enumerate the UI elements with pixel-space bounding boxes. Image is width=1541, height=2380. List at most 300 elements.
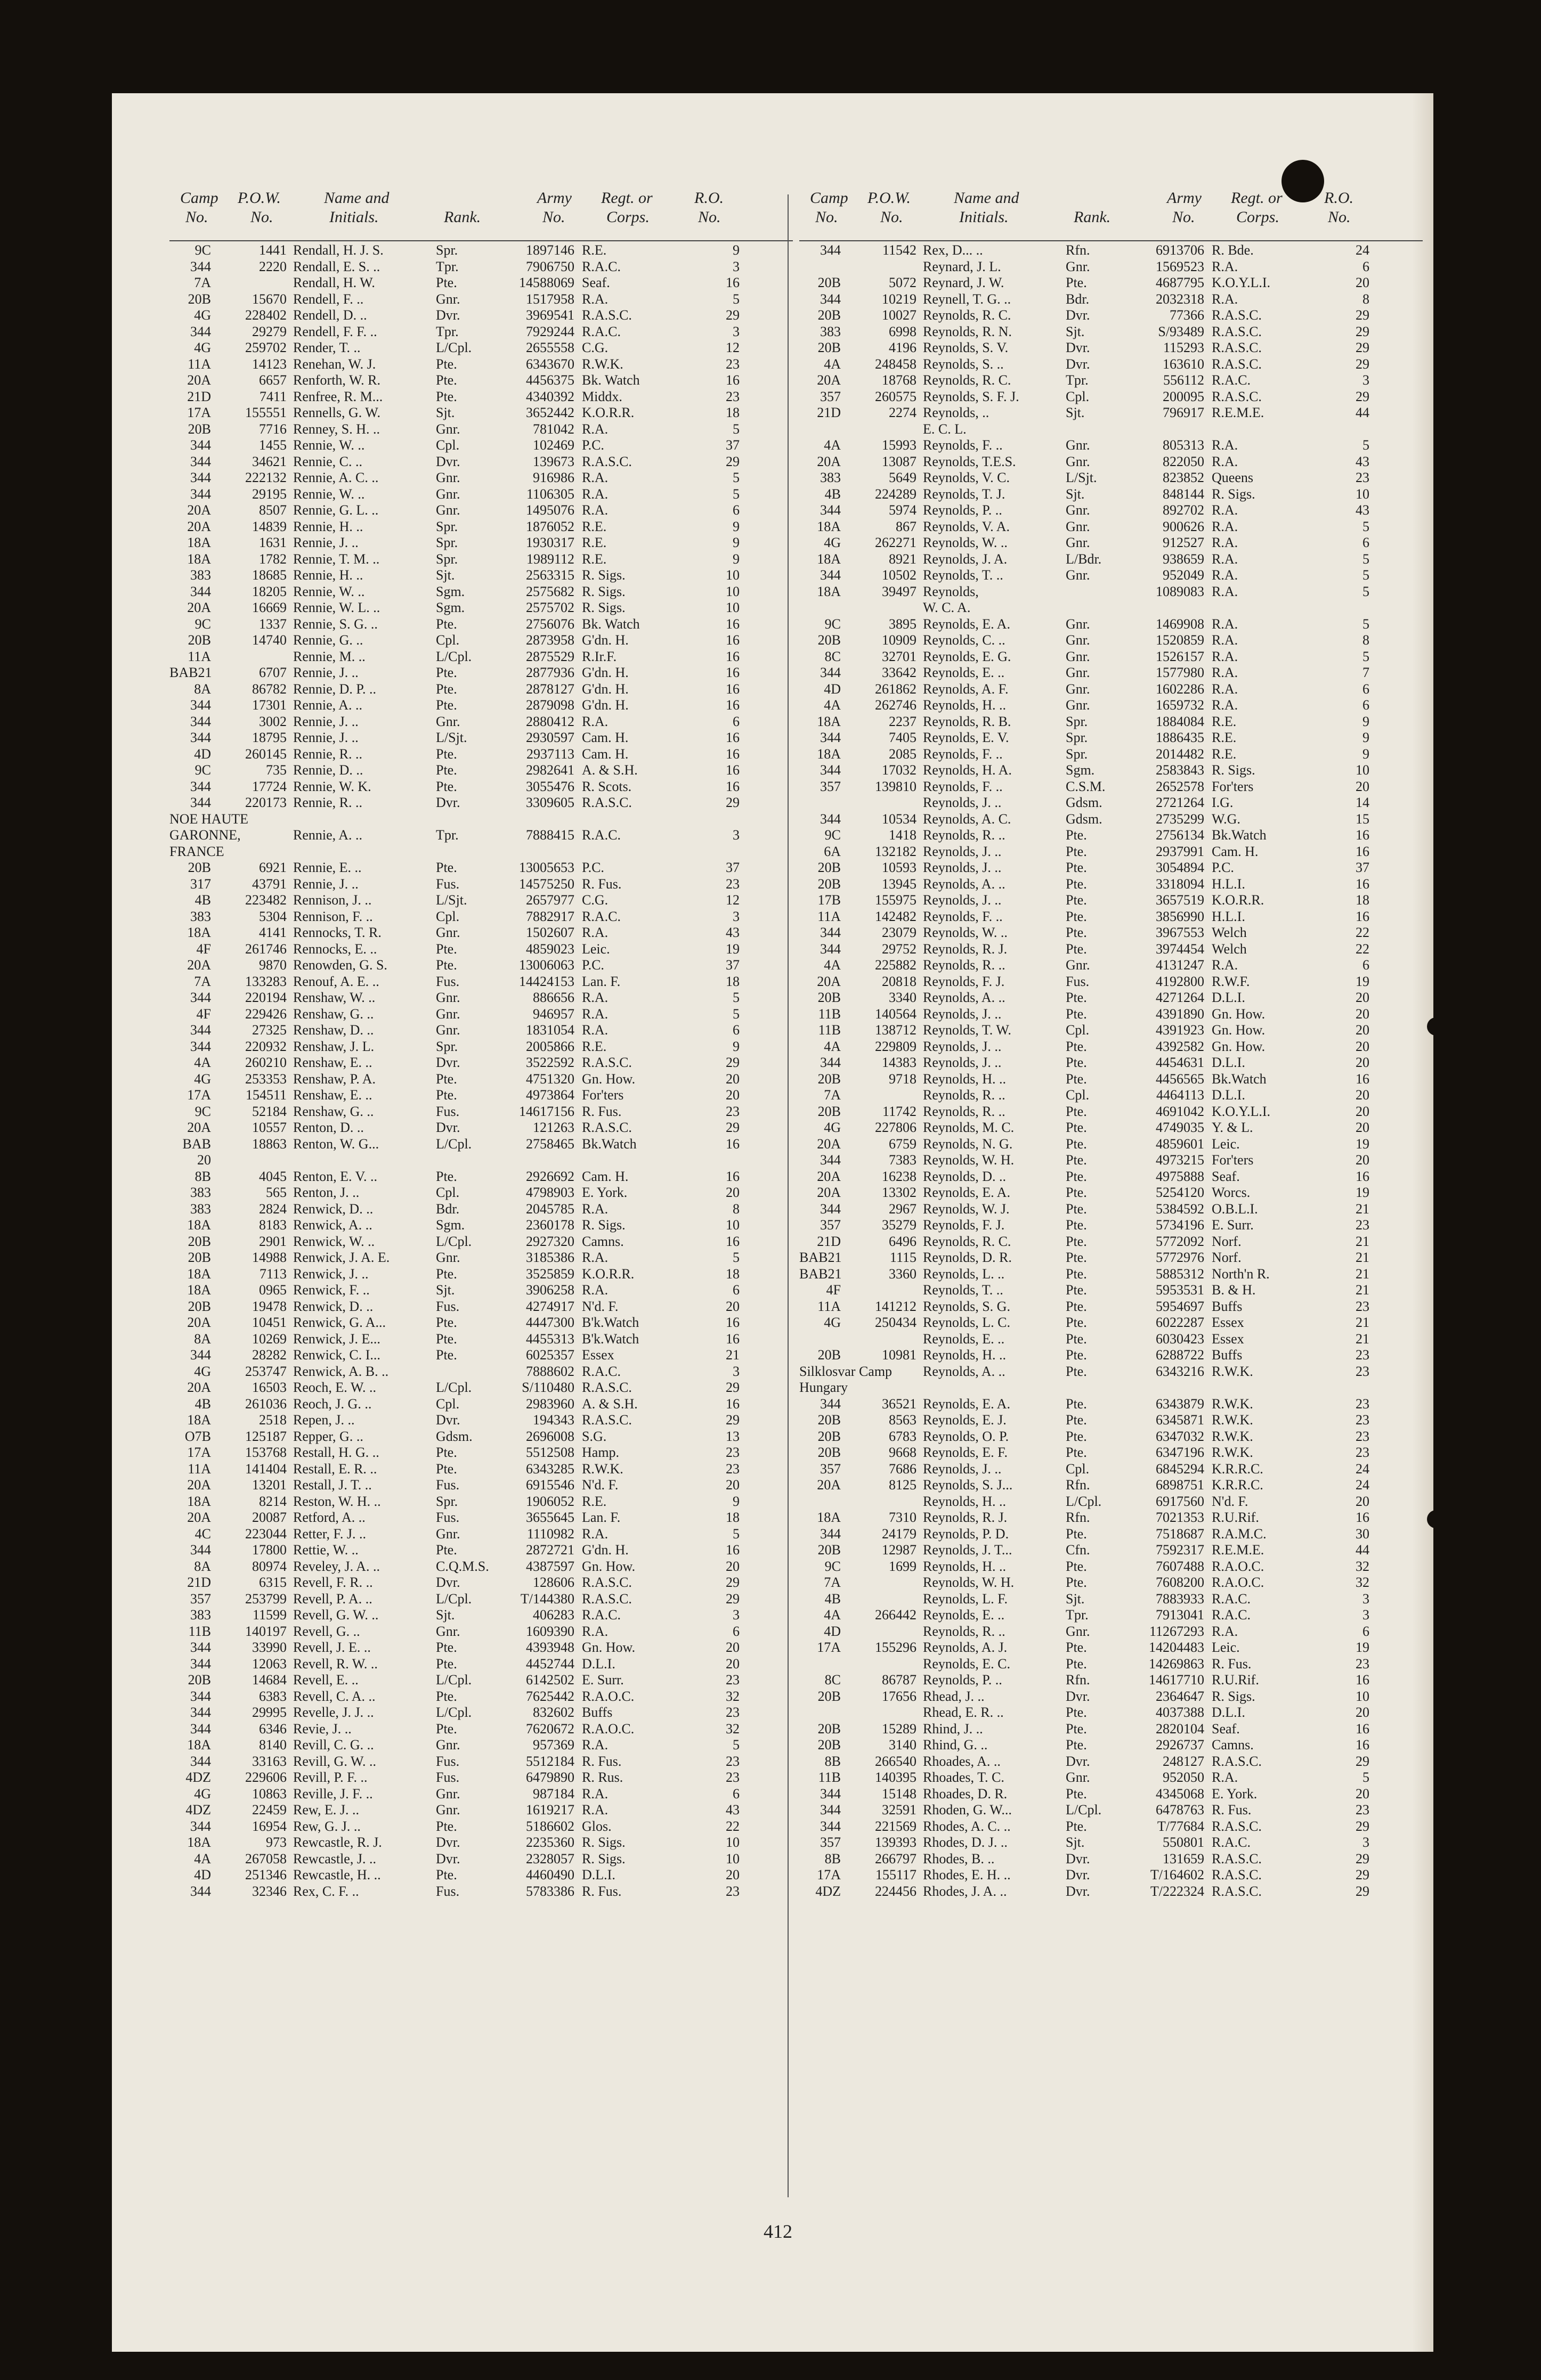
rank: Pte.	[1066, 275, 1087, 290]
ro-no: 43	[726, 925, 740, 940]
header-ro: R.O.	[694, 189, 724, 207]
camp-no: 20A	[187, 1120, 211, 1135]
army-no: 4687795	[1156, 275, 1204, 290]
ro-no: 13	[726, 1428, 740, 1444]
rank: Rfn.	[1066, 1672, 1090, 1688]
army-no: 248127	[1163, 1753, 1204, 1769]
register-row	[169, 974, 793, 990]
register-row	[169, 697, 793, 714]
ro-no: 18	[726, 1266, 740, 1282]
ro-no: 29	[726, 307, 740, 323]
name-initials: Reynolds, F. ..	[923, 746, 1003, 762]
pow-no: 7716	[259, 421, 287, 437]
header-corps: Corps.	[1236, 208, 1279, 226]
pow-no: 8140	[259, 1737, 287, 1753]
army-no: 5772092	[1156, 1233, 1204, 1249]
register-row	[799, 941, 1423, 958]
rank: Spr.	[436, 1038, 458, 1054]
name-initials: Reynolds, J. ..	[923, 843, 1002, 859]
camp-no: 344	[190, 990, 211, 1005]
name-initials: Reynolds, C. ..	[923, 632, 1005, 648]
header-name: Name and	[324, 189, 390, 207]
register-row	[169, 990, 793, 1006]
pow-no: 18685	[252, 567, 287, 583]
register-row	[799, 844, 1423, 860]
ro-no: 29	[1356, 340, 1369, 355]
register-row	[169, 957, 793, 974]
name-initials: Rennie, E. ..	[293, 860, 362, 875]
army-no: 6343879	[1156, 1396, 1204, 1412]
camp-no: 9C	[194, 616, 211, 632]
ro-no: 24	[1356, 242, 1369, 258]
camp-no: 344	[190, 1721, 211, 1737]
regt-corps: Norf.	[1212, 1233, 1242, 1249]
camp-no: 344	[820, 1201, 841, 1217]
ro-no: 3	[1362, 1591, 1369, 1607]
camp-no: 20B	[817, 860, 841, 875]
name-initials: Rendall, H. J. S.	[293, 242, 384, 258]
pow-no: 80974	[252, 1558, 287, 1574]
camp-no: 20A	[817, 1136, 841, 1152]
name-initials: Renehan, W. J.	[293, 356, 376, 372]
name-initials: Retter, F. J. ..	[293, 1526, 366, 1542]
pow-no: 13201	[252, 1477, 287, 1493]
regt-corps: R.A.	[1212, 583, 1238, 599]
army-no: 2983960	[526, 1396, 574, 1412]
regt-corps: Gn. How.	[582, 1640, 636, 1655]
camp-no: 20A	[187, 1477, 211, 1493]
rank: Pte.	[436, 1640, 457, 1655]
regt-corps: R.E.	[582, 242, 607, 258]
register-row	[169, 1477, 793, 1494]
camp-no: 7A	[194, 973, 211, 989]
register-row	[169, 1396, 793, 1413]
ro-no: 16	[1356, 1672, 1369, 1688]
rank: Pte.	[1066, 1331, 1087, 1347]
regt-corps: Gn. How.	[1212, 1038, 1266, 1054]
ro-no: 16	[726, 778, 740, 794]
army-no: 2655558	[526, 340, 574, 355]
ro-no: 23	[726, 1445, 740, 1460]
rank: L/Cpl.	[1066, 1802, 1102, 1817]
name-initials: Rennie, W. K.	[293, 778, 371, 794]
register-row	[799, 1770, 1423, 1786]
ro-no: 10	[726, 1835, 740, 1850]
regt-corps: Glos.	[582, 1818, 612, 1834]
army-no: 2927320	[526, 1233, 574, 1249]
army-no: 6347032	[1156, 1428, 1204, 1444]
punch-hole-low	[1427, 1510, 1433, 1528]
register-row	[799, 502, 1423, 519]
register-row	[799, 1802, 1423, 1819]
pow-no: 10451	[252, 1315, 287, 1330]
rank: Tpr.	[436, 827, 459, 843]
pow-no: 155296	[875, 1640, 917, 1655]
name-initials: Revell, P. A. ..	[293, 1591, 372, 1607]
register-row	[799, 1250, 1423, 1266]
regt-corps: A. & S.H.	[582, 762, 638, 778]
regt-corps: G'dn. H.	[582, 1542, 629, 1558]
rank: Gnr.	[436, 502, 460, 518]
army-no: 200095	[1163, 388, 1204, 404]
name-initials: Revell, R. W. ..	[293, 1656, 378, 1672]
camp-no: 4G	[194, 1071, 211, 1087]
rank: Fus.	[436, 1298, 460, 1314]
regt-corps: R.A.S.C.	[582, 307, 632, 323]
army-no: 1110982	[526, 1526, 574, 1542]
ro-no: 7	[1362, 665, 1369, 680]
rank: Sjt.	[1066, 1835, 1085, 1850]
regt-corps: H.L.I.	[1212, 908, 1245, 924]
regt-corps: W.G.	[1212, 811, 1240, 827]
camp-no: 18A	[817, 583, 841, 599]
ro-no: 3	[1362, 1607, 1369, 1623]
regt-corps: R.A.C.	[1212, 1591, 1251, 1607]
rank: Gnr.	[436, 1022, 460, 1038]
pow-no: 7405	[889, 730, 917, 745]
pow-no: 86787	[882, 1672, 917, 1688]
pow-no: 3140	[889, 1737, 917, 1753]
pow-no: 33642	[882, 665, 917, 680]
camp-no: 18A	[187, 1266, 211, 1282]
army-no: 7913041	[1156, 1607, 1204, 1623]
camp-no: 344	[820, 1818, 841, 1834]
name-initials: Renshaw, G. ..	[293, 1006, 374, 1022]
regt-corps: K.O.Y.L.I.	[1212, 1103, 1271, 1119]
register-row	[799, 730, 1423, 746]
ro-no: 16	[726, 1233, 740, 1249]
ro-no: 8	[1362, 291, 1369, 307]
army-no: 957369	[533, 1737, 574, 1753]
camp-no: 383	[190, 908, 211, 924]
rank: Spr.	[1066, 730, 1088, 745]
register-row	[799, 1120, 1423, 1136]
ro-no: 5	[733, 291, 740, 307]
regt-corps: O.B.L.I.	[1212, 1201, 1258, 1217]
camp-no: 17A	[187, 1087, 211, 1103]
camp-no: 344	[820, 941, 841, 957]
regt-corps: R. Sigs.	[582, 567, 626, 583]
name-initials: Rendell, F. ..	[293, 291, 364, 307]
camp-no: 4A	[824, 1038, 841, 1054]
regt-corps: Seaf.	[1212, 1721, 1240, 1737]
header-ro-no: No.	[1328, 208, 1351, 226]
camp-no: 20A	[187, 1315, 211, 1330]
regt-corps: For'ters	[582, 1087, 624, 1103]
ro-no: 10	[1356, 486, 1369, 502]
rank: Pte.	[1066, 1558, 1087, 1574]
regt-corps: Lan. F.	[582, 1510, 621, 1525]
camp-no: 11B	[818, 1006, 841, 1022]
register-row	[799, 1136, 1423, 1153]
army-no: 6913706	[1156, 242, 1204, 258]
army-no: 7608200	[1156, 1575, 1204, 1590]
rank: Gnr.	[436, 1786, 460, 1802]
name-initials: Revelle, J. J. ..	[293, 1705, 374, 1720]
rank: Pte.	[1066, 827, 1087, 843]
rank: Tpr.	[436, 258, 459, 274]
army-no: 4391923	[1156, 1022, 1204, 1038]
name-initials: Reynell, T. G. ..	[923, 291, 1011, 307]
army-no: 4455313	[526, 1331, 574, 1347]
name-initials: Reynard, J. W.	[923, 275, 1004, 290]
pow-no: 8507	[259, 502, 287, 518]
pow-no: 6315	[259, 1575, 287, 1590]
rank: Pte.	[1066, 1412, 1087, 1428]
register-row	[799, 1282, 1423, 1299]
name-initials: Reynolds, T. ..	[923, 567, 1003, 583]
army-no: 5734196	[1156, 1217, 1204, 1233]
register-row	[169, 1689, 793, 1705]
camp-no: 344	[190, 437, 211, 453]
header-pow: P.O.W.	[238, 189, 281, 207]
regt-corps: R.A.	[582, 421, 609, 437]
name-initials: Renshaw, D. ..	[293, 1022, 374, 1038]
rank: L/Cpl.	[436, 1136, 472, 1152]
army-no: 1520859	[1156, 632, 1204, 648]
header-army-no: No.	[542, 208, 565, 226]
register-row	[169, 1299, 793, 1315]
regt-corps: R.A.O.C.	[582, 1721, 635, 1737]
register-row	[799, 1477, 1423, 1494]
ro-no: 23	[726, 1883, 740, 1899]
rank: Pte.	[1066, 1120, 1087, 1135]
pow-no: 13087	[882, 453, 917, 469]
rank: Gnr.	[1066, 616, 1090, 632]
ro-no: 37	[726, 957, 740, 973]
name-initials: Reynolds, R. C.	[923, 307, 1011, 323]
regt-corps: R.A.	[582, 1737, 609, 1753]
pow-no: 225882	[875, 957, 917, 973]
regt-corps: G'dn. H.	[582, 681, 629, 697]
regt-corps: R.A.C.	[582, 908, 621, 924]
army-no: 115293	[1163, 340, 1204, 355]
camp-no: 18A	[187, 925, 211, 940]
pow-no: 18863	[252, 1136, 287, 1152]
regt-corps: Queens	[1212, 470, 1253, 485]
army-no: 2758465	[526, 1136, 574, 1152]
army-no: 4456565	[1156, 1071, 1204, 1087]
register-row	[799, 437, 1423, 454]
ro-no: 16	[726, 1396, 740, 1412]
pow-no: 3340	[889, 990, 917, 1005]
name-initials: Rhead, E. R. ..	[923, 1705, 1004, 1720]
register-row	[169, 291, 793, 308]
camp-no: 20A	[817, 973, 841, 989]
register-row	[169, 470, 793, 486]
regt-corps: R.A.S.C.	[582, 453, 632, 469]
header-army: Army	[537, 189, 572, 207]
regt-corps: R.A.	[1212, 665, 1238, 680]
rank: Sjt.	[1066, 1591, 1085, 1607]
name-initials: Rennie, W. ..	[293, 437, 365, 453]
army-no: 131659	[1163, 1851, 1204, 1866]
name-initials: Reynolds, D. R.	[923, 1250, 1012, 1265]
regt-corps: R.A.	[582, 291, 609, 307]
ro-no: 16	[726, 681, 740, 697]
rank: Sjt.	[436, 1282, 455, 1298]
regt-corps: Leic.	[582, 941, 610, 957]
register-row	[799, 356, 1423, 373]
rank: Gnr.	[1066, 681, 1090, 697]
army-no: 7888602	[526, 1363, 574, 1379]
regt-corps: R.A.	[1212, 567, 1238, 583]
regt-corps: North'n R.	[1212, 1266, 1270, 1282]
army-no: 2930597	[526, 730, 574, 745]
rank: Dvr.	[1066, 307, 1090, 323]
ro-no: 20	[1356, 275, 1369, 290]
camp-no: 344	[190, 1705, 211, 1720]
ro-no: 16	[1356, 908, 1369, 924]
army-no: 2937991	[1156, 843, 1204, 859]
pow-no: 35279	[882, 1217, 917, 1233]
header-camp-no: No.	[815, 208, 838, 226]
camp-no: 8B	[824, 1753, 841, 1769]
name-initials: Reynolds, A. C.	[923, 811, 1011, 827]
army-no: 4973215	[1156, 1152, 1204, 1168]
rank: Pte.	[1066, 1445, 1087, 1460]
ro-no: 22	[726, 1818, 740, 1834]
ro-no: 10	[1356, 762, 1369, 778]
ro-no: 3	[1362, 1835, 1369, 1850]
army-no: 823852	[1163, 470, 1204, 485]
camp-no: 317	[190, 876, 211, 892]
pow-no: 32591	[882, 1802, 917, 1817]
ro-no: 21	[1356, 1282, 1369, 1298]
register-row	[169, 600, 793, 616]
regt-corps: Welch	[1212, 925, 1247, 940]
rank: Gnr.	[436, 990, 460, 1005]
name-initials: Rewcastle, H. ..	[293, 1867, 381, 1882]
rank: Pte.	[1066, 860, 1087, 875]
pow-no: 266797	[875, 1851, 917, 1866]
name-initials: Reynolds, R. ..	[923, 957, 1005, 973]
pow-no: 133283	[245, 973, 287, 989]
rank: Gnr.	[1066, 518, 1090, 534]
army-no: 1886435	[1156, 730, 1204, 745]
army-no: 2926737	[1156, 1737, 1204, 1753]
regt-corps: R.A.S.C.	[1212, 307, 1262, 323]
rank: Dvr.	[1066, 1867, 1090, 1882]
pow-no: 253799	[245, 1591, 287, 1607]
ro-no: 20	[726, 1656, 740, 1672]
name-initials: Reynolds, E. G.	[923, 648, 1011, 664]
army-no: 1897146	[526, 242, 574, 258]
army-no: 3185386	[526, 1250, 574, 1265]
rank: Pte.	[1066, 1152, 1087, 1168]
army-no: 14588069	[519, 275, 574, 290]
camp-no: 20B	[817, 990, 841, 1005]
camp-no: 4F	[196, 941, 211, 957]
name-initials: Reynolds, R. ..	[923, 1103, 1005, 1119]
pow-no: 142482	[875, 908, 917, 924]
rank: Pte.	[1066, 1103, 1087, 1119]
name-initials: Reynolds, T. ..	[923, 1282, 1003, 1298]
register-row	[799, 1575, 1423, 1591]
pow-no: 7310	[889, 1510, 917, 1525]
ro-no: 3	[733, 827, 740, 843]
name-initials: Rhodes, B. ..	[923, 1851, 995, 1866]
camp-no: 9C	[824, 616, 841, 632]
army-no: 3309605	[526, 795, 574, 810]
name-initials: Reynolds, S. G.	[923, 1298, 1010, 1314]
register-row	[799, 421, 1423, 438]
name-initials: Rennie, S. G. ..	[293, 616, 378, 632]
army-no: 6142502	[526, 1672, 574, 1688]
ro-no: 16	[1356, 1721, 1369, 1737]
rank: L/Cpl.	[1066, 1493, 1102, 1509]
pow-no: 8563	[889, 1412, 917, 1428]
regt-corps: K.O.R.R.	[582, 1266, 635, 1282]
army-no: 4393948	[526, 1640, 574, 1655]
regt-corps: Norf.	[1212, 1250, 1242, 1265]
camp-no: BAB	[182, 1136, 211, 1152]
army-no: T/164602	[1150, 1867, 1204, 1882]
regt-corps: R.A.	[582, 502, 609, 518]
rank: Pte.	[1066, 1055, 1087, 1070]
regt-corps: R. Fus.	[1212, 1656, 1252, 1672]
name-initials: Rennie, H. ..	[293, 567, 363, 583]
regt-corps: S.G.	[582, 1428, 607, 1444]
name-initials: Reynolds, R. J.	[923, 1510, 1008, 1525]
name-initials: Renwick, W. ..	[293, 1233, 375, 1249]
pow-no: 262271	[875, 535, 917, 550]
name-initials: Reynolds, E. F.	[923, 1445, 1008, 1460]
ro-no: 9	[733, 551, 740, 567]
register-row	[799, 291, 1423, 308]
name-initials: Reynolds, R. B.	[923, 713, 1011, 729]
army-no: 77366	[1170, 307, 1204, 323]
army-no: 3967553	[1156, 925, 1204, 940]
camp-no: 18A	[187, 551, 211, 567]
army-no: 1659732	[1156, 697, 1204, 713]
name-initials: Rennie, R. ..	[293, 795, 362, 810]
rank: Gnr.	[436, 1006, 460, 1022]
army-no: 4345068	[1156, 1786, 1204, 1802]
register-row	[799, 519, 1423, 535]
name-initials: Reynolds, J. ..	[923, 1038, 1002, 1054]
register-row	[169, 1786, 793, 1803]
army-no: 1619217	[526, 1802, 574, 1817]
pow-no: 18768	[882, 372, 917, 388]
name-initials: Renton, E. V. ..	[293, 1168, 377, 1184]
pow-no: 140564	[875, 1006, 917, 1022]
name-initials: Reynolds, T. J.	[923, 486, 1005, 502]
army-no: 5783386	[526, 1883, 574, 1899]
pow-no: 10502	[882, 567, 917, 583]
ro-no: 9	[733, 518, 740, 534]
camp-no: 8C	[824, 1672, 841, 1688]
camp-no: 20B	[817, 1412, 841, 1428]
name-initials: Renwick, A. ..	[293, 1217, 372, 1233]
regt-corps: R.E.	[1212, 713, 1237, 729]
camp-no: 344	[820, 1152, 841, 1168]
camp-no: 4A	[824, 356, 841, 372]
camp-no: 7A	[824, 1575, 841, 1590]
pow-no: 1441	[259, 242, 287, 258]
camp-no: 20A	[187, 957, 211, 973]
register-row	[169, 811, 793, 828]
regt-corps: R.A.S.C.	[1212, 1883, 1262, 1899]
ro-no: 21	[1356, 1250, 1369, 1265]
name-initials: Renton, W. G...	[293, 1136, 379, 1152]
ro-no: 8	[733, 1201, 740, 1217]
rank: Pte.	[1066, 1396, 1087, 1412]
name-initials: Rewcastle, R. J.	[293, 1835, 382, 1850]
camp-no: 21D	[187, 388, 211, 404]
register-row	[799, 1055, 1423, 1071]
register-row	[799, 957, 1423, 974]
